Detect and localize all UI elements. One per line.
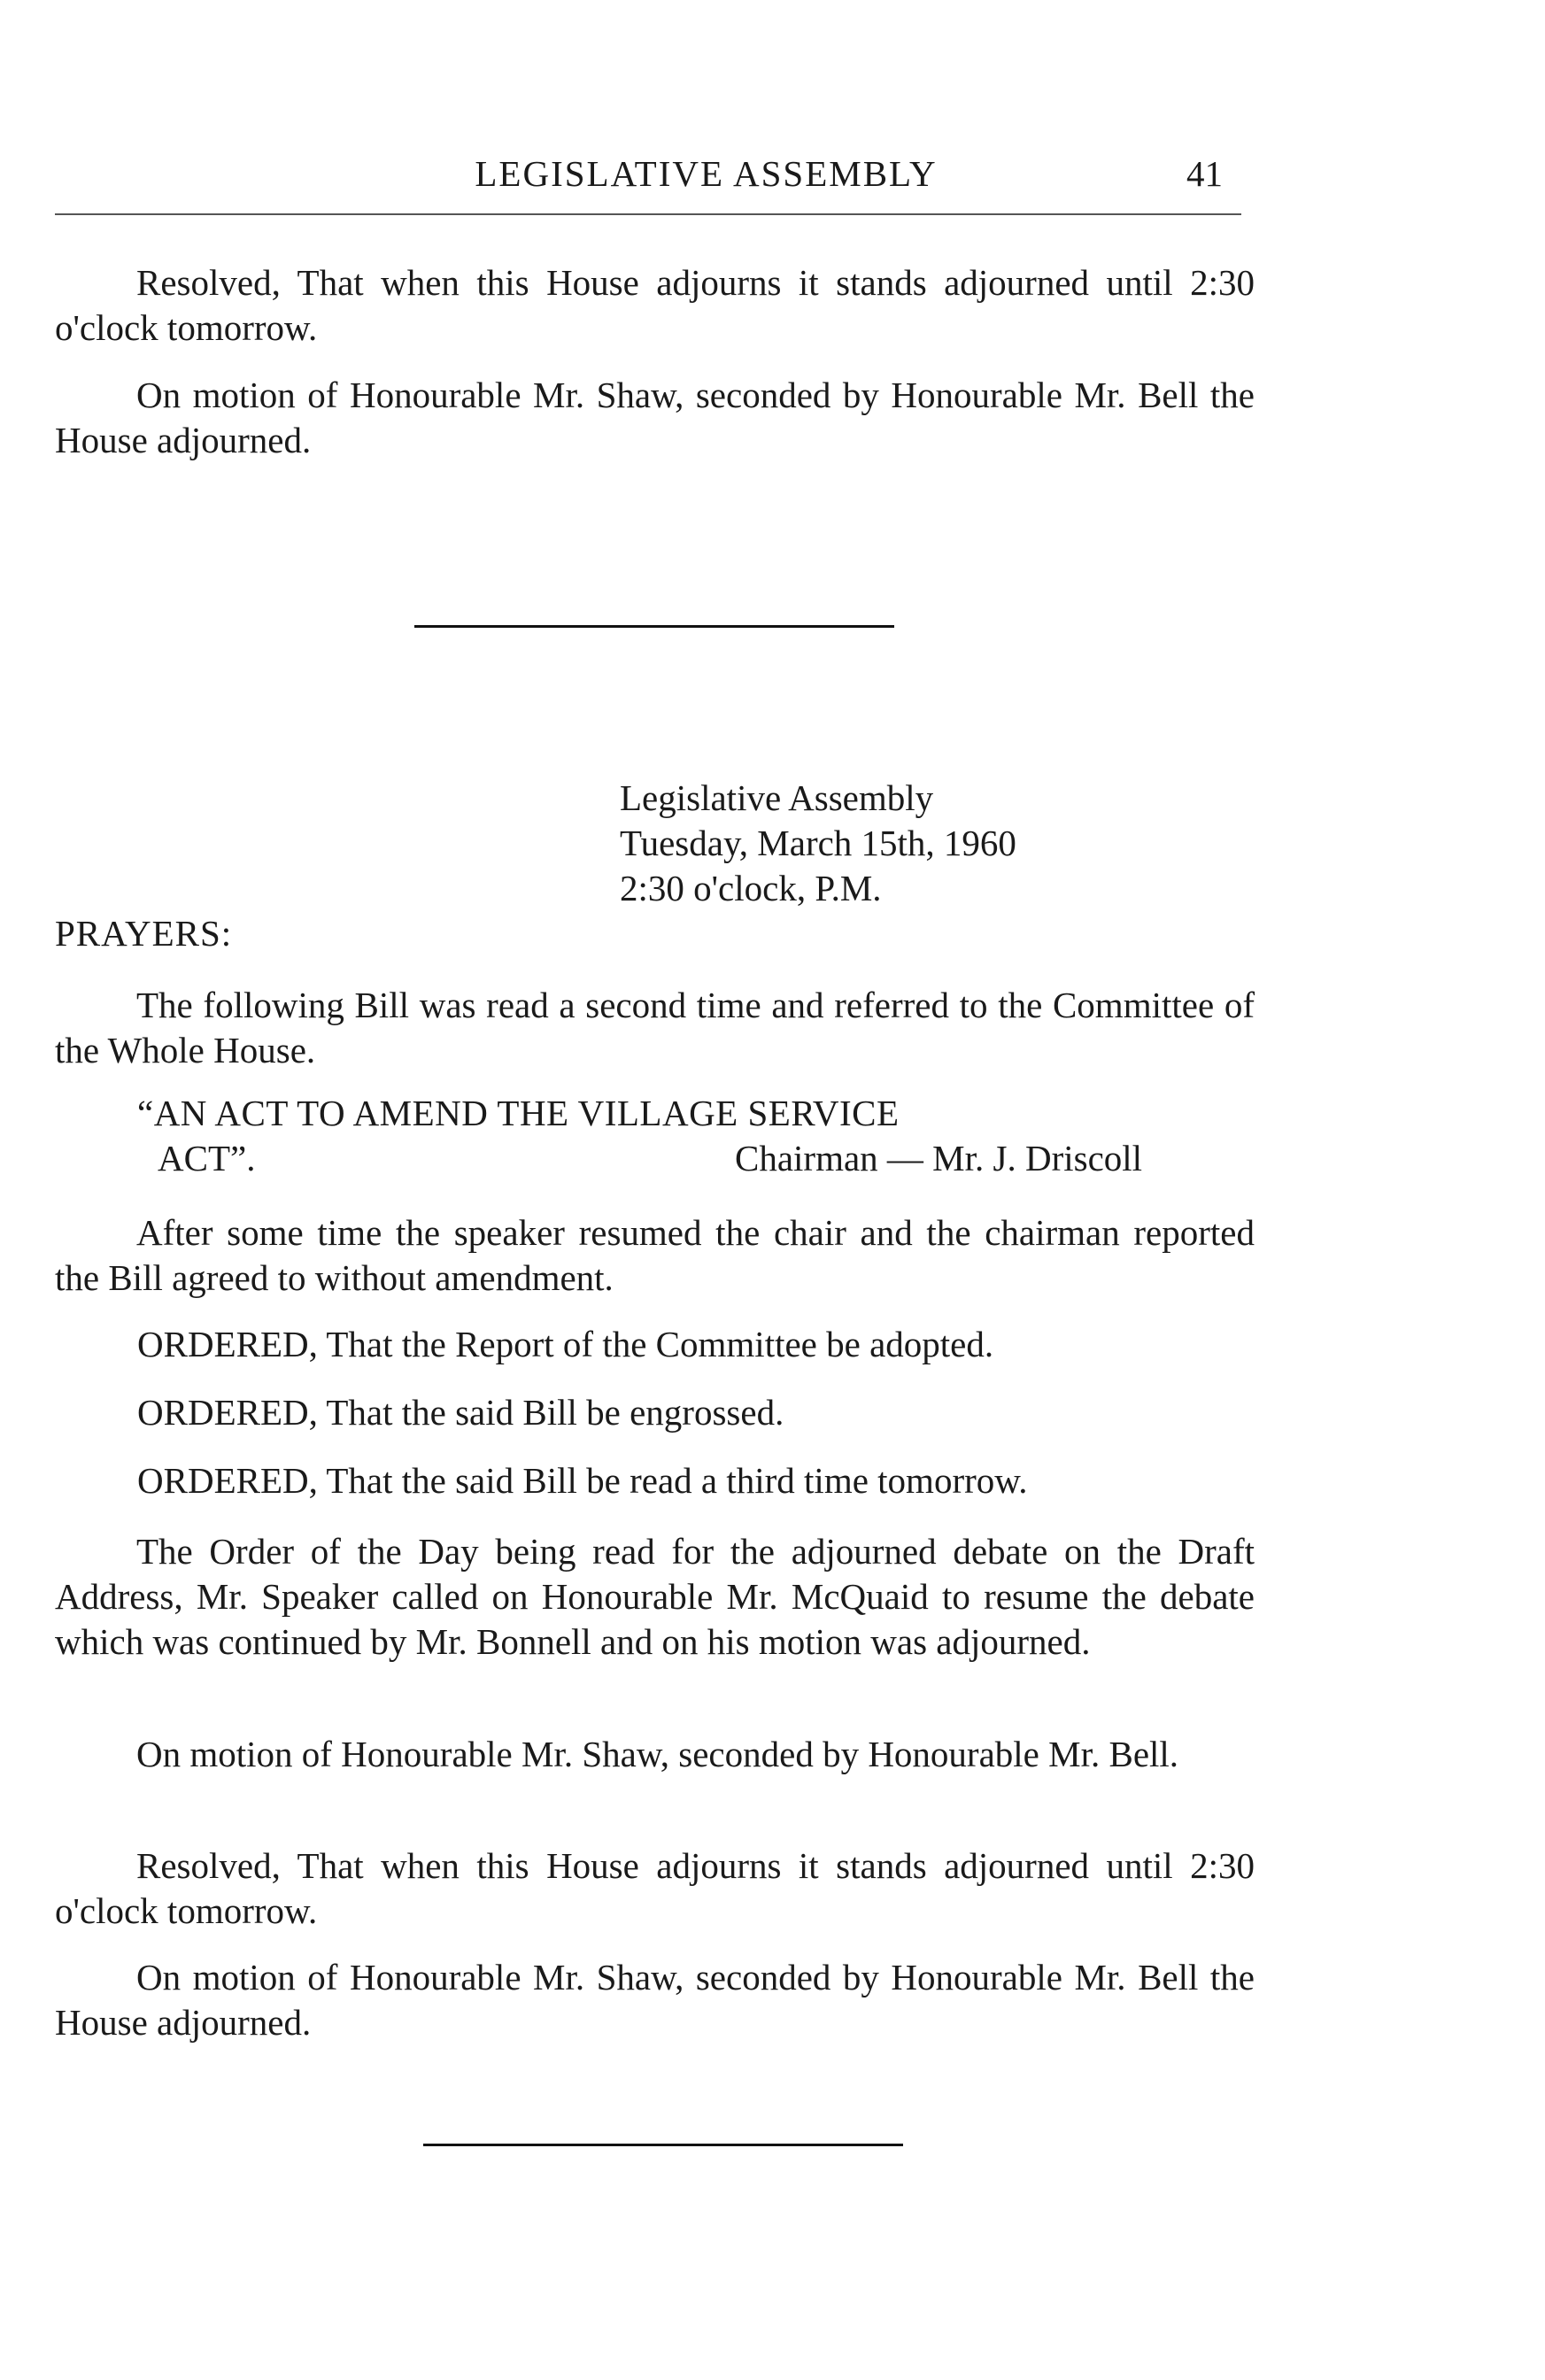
order-of-day-paragraph: The Order of the Day being read for the adjourned debate on the Draft Address, Mr. Speaker called on Honourable Mr. McQuaid to resume the debate which was continued by Mr. Bonnell and on his motion was adjourned. [55, 1531, 1255, 1662]
resolved-paragraph-top: Resolved, That when this House adjourns it stands adjourned until 2:30 o'clock tomorrow. [55, 262, 1255, 348]
resolved-paragraph-bottom: Resolved, That when this House adjourns it stands adjourned until 2:30 o'clock tomorrow. [55, 1845, 1255, 1931]
order-third-reading: ORDERED, That the said Bill be read a third time tomorrow. [137, 1460, 1028, 1501]
dateline-time: 2:30 o'clock, P.M. [620, 868, 882, 908]
committee-chairman: Chairman — Mr. J. Driscoll [735, 1138, 1143, 1178]
bill-title-line-1: “AN ACT TO AMEND THE VILLAGE SERVICE [137, 1093, 900, 1133]
dateline-body: Legislative Assembly [620, 777, 934, 818]
motion-paragraph-bottom-1: On motion of Honourable Mr. Shaw, seconded by Honourable Mr. Bell. [136, 1734, 1179, 1774]
section-divider [414, 625, 894, 628]
bill-intro-paragraph: The following Bill was read a second time and referred to the Committee of the Whole House. [55, 985, 1255, 1070]
motion-paragraph-top: On motion of Honourable Mr. Shaw, seconded by Honourable Mr. Bell the House adjourned. [55, 375, 1255, 460]
motion-paragraph-bottom-2: On motion of Honourable Mr. Shaw, seconded by Honourable Mr. Bell the House adjourned. [55, 1957, 1255, 2043]
page-number: 41 [1186, 153, 1223, 194]
committee-report-paragraph: After some time the speaker resumed the chair and the chairman reported the Bill agreed to without amendment. [55, 1212, 1255, 1298]
prayers-heading: PRAYERS: [55, 913, 233, 954]
dateline-date: Tuesday, March 15th, 1960 [620, 823, 1016, 863]
running-header-title: LEGISLATIVE ASSEMBLY [475, 153, 938, 194]
bill-title-line-2: ACT”. [158, 1138, 256, 1178]
header-divider [55, 213, 1241, 215]
order-bill-engrossed: ORDERED, That the said Bill be engrossed. [137, 1392, 784, 1433]
order-report-adopted: ORDERED, That the Report of the Committee be adopted. [137, 1324, 994, 1364]
closing-divider [423, 2144, 903, 2146]
sitting-dateline [620, 776, 1016, 911]
